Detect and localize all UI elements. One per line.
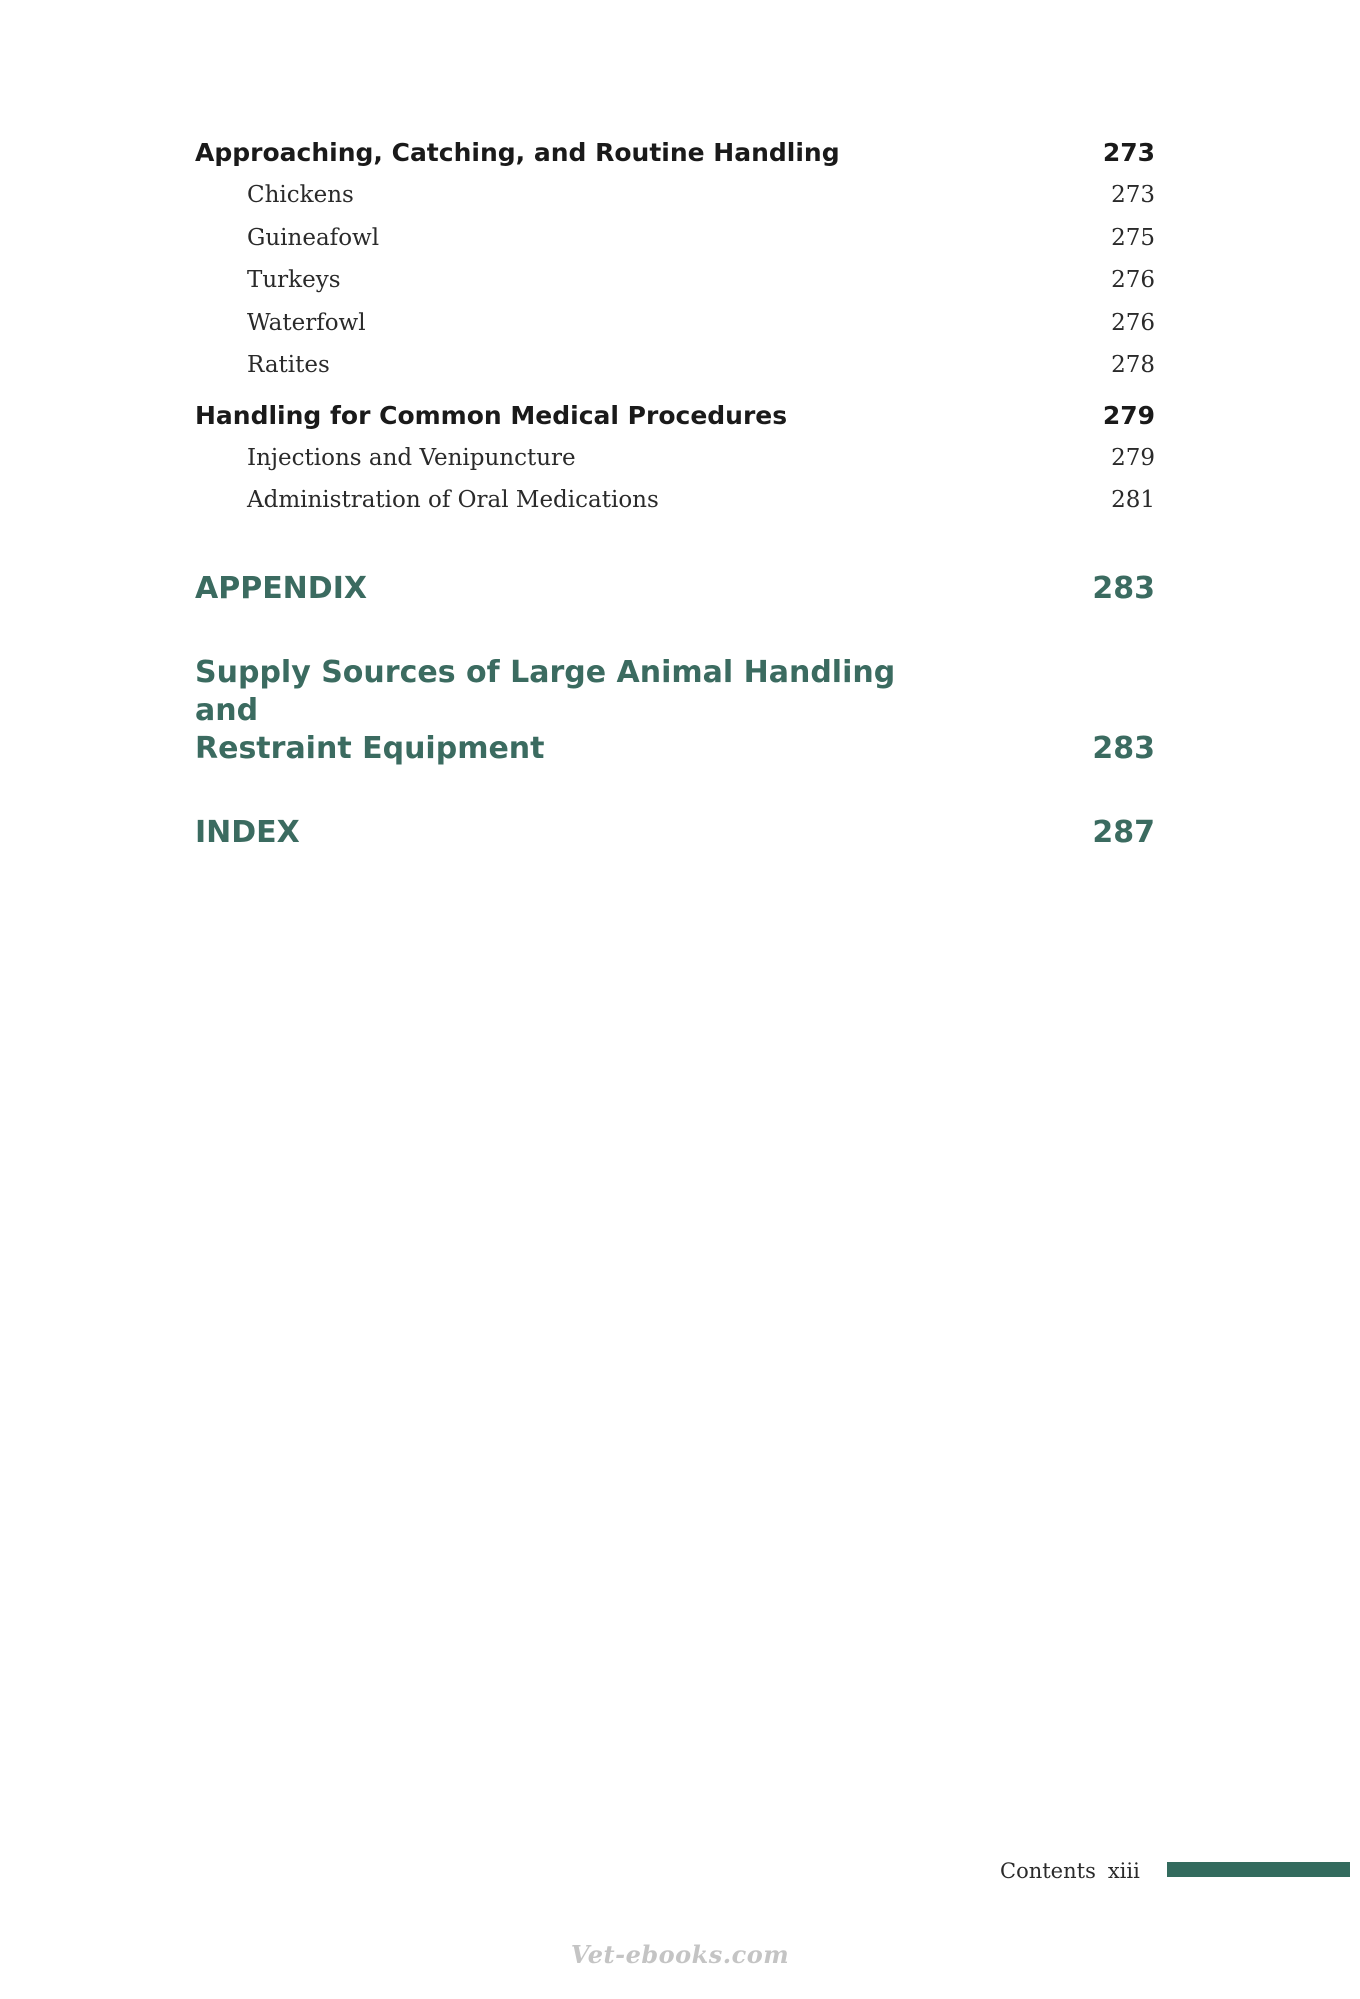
footer-label: Contents [1000,1859,1096,1883]
toc-item-turkeys [195,259,1155,302]
toc-part-page: 283 [1092,730,1155,766]
toc-item-title: Turkeys [247,267,341,293]
toc-part-supply-sources [195,654,1155,768]
toc-part-title: APPENDIX [195,570,367,606]
toc-item-title: Injections and Venipuncture [247,444,576,471]
toc-item-oral-medications [195,479,1155,522]
toc-item-title: Ratites [247,352,330,378]
footer-accent-bar [1167,1862,1350,1877]
toc-item-chickens [195,174,1155,217]
toc-item-title: Chickens [247,182,354,208]
toc-item-page: 279 [1111,444,1155,471]
toc-item-injections [195,437,1155,480]
page-footer [1000,1855,1140,1887]
toc-section-approaching [195,132,1155,174]
toc-part-page: 283 [1092,570,1155,606]
toc-item-page: 278 [1111,352,1155,378]
toc-section-title: Approaching, Catching, and Routine Handling [195,138,840,167]
toc-item-guineafowl [195,217,1155,260]
toc-part-title: Supply Sources of Large Animal Handling and Restraint Equipment [195,654,896,766]
toc-part-index [195,814,1155,852]
watermark-logo: Vet-ebooks.com [570,1940,790,1969]
toc-section-page: 273 [1102,138,1155,167]
toc-item-page: 275 [1111,224,1155,251]
toc-item-page: 276 [1111,309,1155,336]
footer-page-number: xiii [1107,1859,1140,1883]
toc-item-title: Waterfowl [247,309,366,336]
table-of-contents [195,132,1155,852]
toc-part-page: 287 [1092,814,1155,850]
toc-item-title: Administration of Oral Medications [247,487,659,513]
toc-item-title: Guineafowl [247,224,380,251]
toc-item-waterfowl [195,302,1155,345]
toc-section-page: 279 [1102,400,1155,430]
toc-item-page: 281 [1111,487,1155,513]
toc-part-appendix [195,570,1155,608]
toc-item-page: 273 [1111,182,1155,208]
toc-section-title: Handling for Common Medical Procedures [195,400,788,430]
toc-part-title: INDEX [195,814,300,850]
toc-item-page: 276 [1111,267,1155,293]
toc-item-ratites [195,344,1155,387]
toc-section-medical-procedures [195,395,1155,437]
